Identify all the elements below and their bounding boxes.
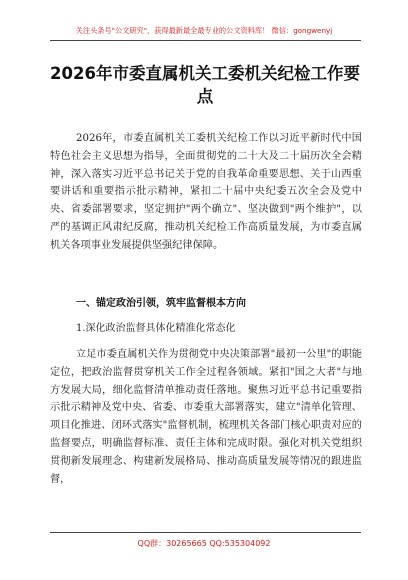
header-promo-text: 关注头条号"公文研究"，获得最新最全最专业的公文资料库！ 微信：gongwenyj bbox=[75, 26, 333, 35]
body-paragraph: 立足市委直属机关作为贯彻党中央决策部署"最初一公里"的职能定位，把政治监督贯穿机关工作全过程各领域。紧扣"国之大者"与地方发展大局，细化监督清单推动责任落地。聚焦习近平总书记重要指示批示精神及党中央、省委、市委重大部署落实，建立"清单化管理、项目化推进、闭环式落实"监督机制，梳理机关各部门核心职责对应的监督要点，明确监督标准、责任主体和完成时限。强化对机关党组织贯彻新发展理念、构建新发展格局、推动高质量发展等情况的跟进监督， bbox=[50, 349, 362, 485]
subsection-heading: 1.深化政治监督具体化精准化常态化 bbox=[76, 323, 236, 334]
intro-paragraph: 2026年，市委直属机关工委机关纪检工作以习近平新时代中国特色社会主义思想为指导，全面贯彻党的二十大及二十届历次全会精神，深入落实习近平总书记关于党的自我革命重要思想、关于山西重要讲话和重要指示批示精神，紧扣二十届中央纪委五次全会及党中央、省委部署要求，坚定拥护"两个确立"、坚决做到"两个维护"，以严的基调正风肃纪反腐，推动机关纪检工作高质量发展，为市委直属机关各项事业发展提供坚强纪律保障。 bbox=[50, 133, 362, 251]
header-divider bbox=[50, 40, 361, 41]
document-title: 2026年市委直属机关工委机关纪检工作要点 bbox=[50, 64, 360, 106]
section-heading: 一、锚定政治引领，筑牢监督根本方向 bbox=[76, 298, 246, 309]
footer-divider bbox=[50, 532, 361, 533]
footer-contact-text: QQ群：30265665 QQ:535304092 bbox=[137, 539, 271, 548]
